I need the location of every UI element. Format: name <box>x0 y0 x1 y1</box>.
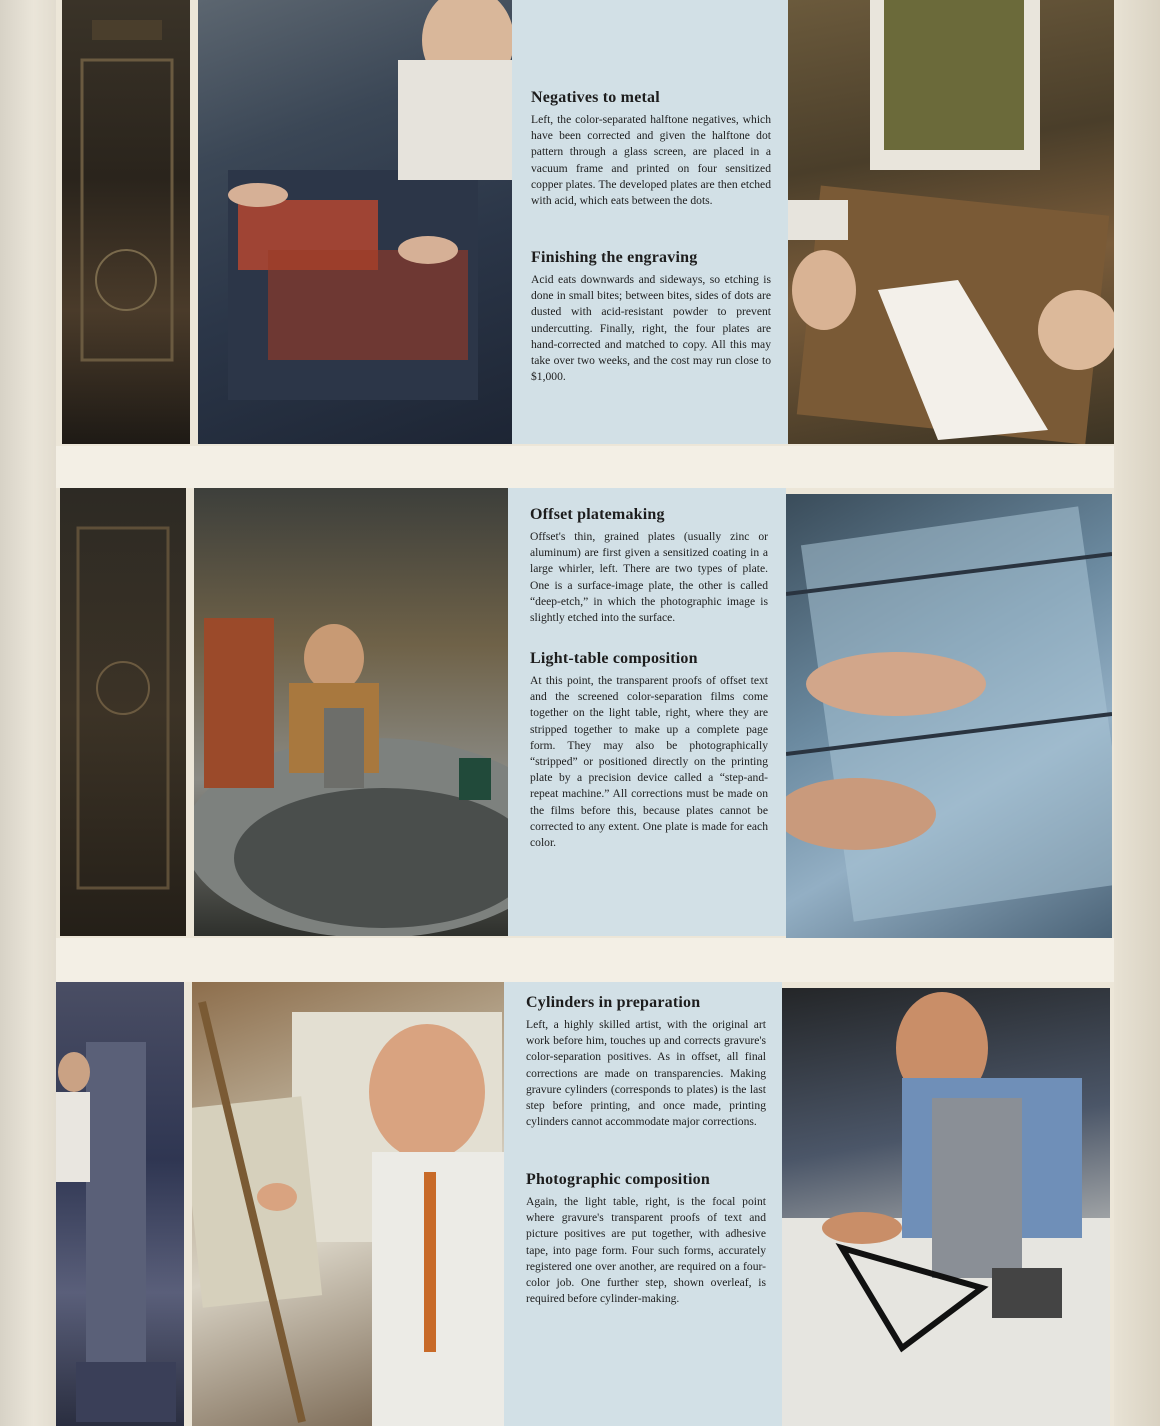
page-edge-left <box>0 0 56 1426</box>
article-heading: Light-table composition <box>530 650 698 667</box>
light-table-photo <box>786 494 1112 938</box>
page-edge-right <box>1114 0 1160 1426</box>
row-divider-1 <box>56 446 1114 488</box>
whirler-illustration <box>194 488 508 936</box>
press-frame-photo <box>62 0 190 444</box>
article-finishing-the-engraving <box>531 248 771 391</box>
article-heading: Offset platemaking <box>530 506 665 523</box>
gravure-light-table-illustration <box>782 988 1110 1426</box>
vacuum-frame-photo <box>198 0 512 444</box>
whirler-photo <box>194 488 508 936</box>
article-heading: Photographic composition <box>526 1171 710 1188</box>
article-light-table-composition <box>530 649 768 857</box>
camera-operator-illustration <box>56 982 184 1426</box>
article-heading: Negatives to metal <box>531 89 660 106</box>
article-body: Left, the color-separated halftone negatives, which have been corrected and given the halftone dot pattern through a glass screen, are placed in a vacuum frame and printed on four sensitized copper plates. The developed plates are then etched with acid, which eats between the dots. <box>531 113 771 208</box>
article-body: Left, a highly skilled artist, with the original art work before him, touches up and corrects gravure's color-separation positives. As in offset, all final corrections are made on transparencies. Making gravure cylinders (corresponds to plates) is the last step before printing, and once made, printing cylinders cannot accommodate major corrections. <box>526 1018 766 1129</box>
offset-frame-photo <box>60 488 186 936</box>
press-frame-illustration <box>62 0 190 444</box>
hand-correcting-plate-photo <box>788 0 1114 444</box>
gravure-light-table-photo <box>782 988 1110 1426</box>
camera-operator-photo <box>56 982 184 1426</box>
article-heading: Cylinders in preparation <box>526 994 701 1011</box>
vacuum-frame-illustration <box>198 0 512 444</box>
retouching-artist-photo <box>192 982 504 1426</box>
article-body: Again, the light table, right, is the focal point where gravure's transparent proofs of text and picture positives are put together, with adhesive tape, into page form. Four such forms, accurately registered one over another, are required on a four-color job. One further step, shown overleaf, is required before cylinder-making. <box>526 1195 766 1306</box>
offset-frame-illustration <box>60 488 186 936</box>
article-photographic-composition <box>526 1170 766 1313</box>
article-negatives-to-metal <box>531 88 771 215</box>
article-heading: Finishing the engraving <box>531 249 698 266</box>
row-divider-2 <box>56 938 1114 982</box>
engraving-illustration <box>788 0 1114 444</box>
article-body: Offset's thin, grained plates (usually zinc or aluminum) are first given a sensitized coating in a large whirler, left. There are two types of plate. One is a surface-image plate, the other is called “deep-etch,” in which the photographic image is slightly etched into the surface. <box>530 530 768 625</box>
article-body: Acid eats downwards and sideways, so etching is done in small bites; between bites, sides of dots are dusted with acid-resistant powder to prevent undercutting. Finally, right, the four plates are hand-corrected and matched to copy. All this may take over two weeks, and the cost may run close to $1,000. <box>531 273 771 384</box>
article-body: At this point, the transparent proofs of offset text and the screened color-separation films come together on the light table, right, where they are stripped together to make up a complete page form. They may also be photographically “stripped” or positioned directly on the printing plate by a precision device called a “step-and-repeat machine.” All corrections must be made on the films before this, because plates cannot be corrected to any extent. One plate is made for each color. <box>530 674 768 850</box>
light-table-illustration <box>786 494 1112 938</box>
retouching-artist-illustration <box>192 982 504 1426</box>
article-cylinders-in-preparation <box>526 993 766 1136</box>
article-offset-platemaking <box>530 505 768 632</box>
